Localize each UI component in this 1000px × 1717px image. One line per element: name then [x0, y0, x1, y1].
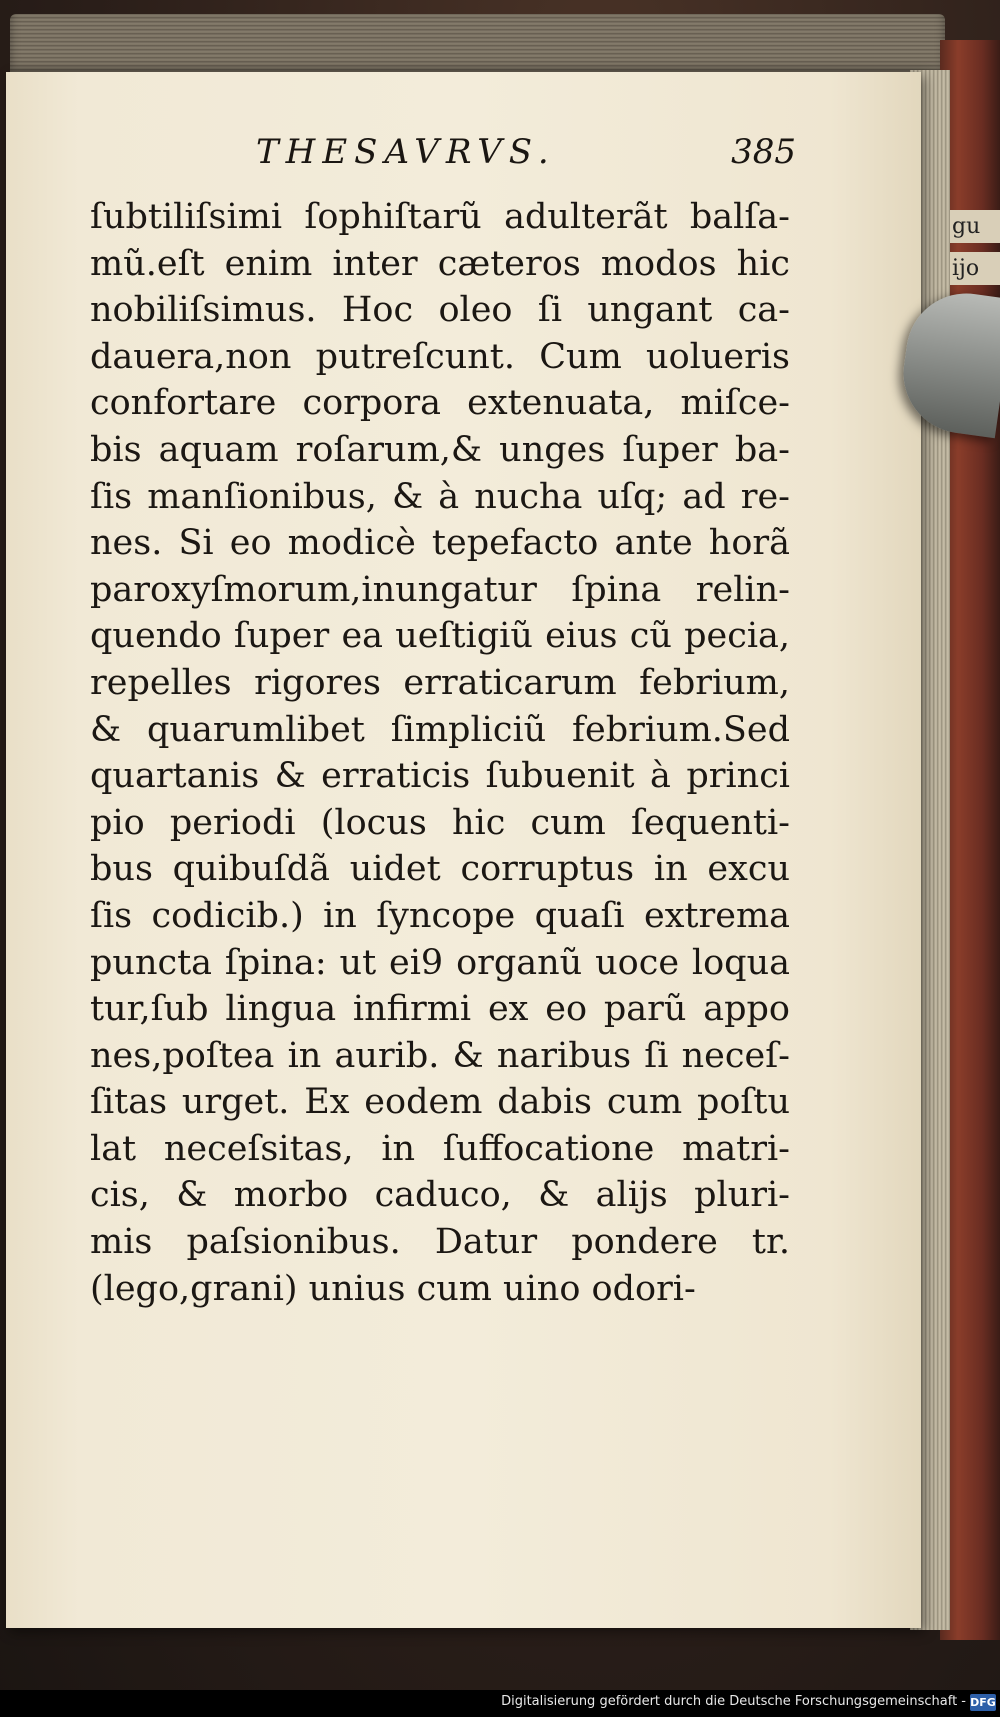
- text-line: pio periodi (locus hic cum ſequenti-: [90, 802, 790, 843]
- text-line: quartanis & erraticis ſubuenit à princi: [90, 756, 790, 797]
- footer-bar: [0, 1690, 1000, 1717]
- text-block: [90, 194, 790, 1312]
- text-line: mũ.eſt enim inter cæteros modos hic: [90, 243, 790, 284]
- text-line: ſis manſionibus, & à nucha uſq; ad re-: [90, 476, 790, 517]
- text-line: nes. Si eo modicè tepefacto ante horã: [90, 523, 790, 564]
- text-line: mis paſsionibus. Datur pondere tr.: [90, 1222, 790, 1263]
- text-line: quendo ſuper ea ueſtigiũ eius cũ pecia,: [90, 616, 790, 657]
- text-line: ſubtiliſsimi ſophiſtarũ adulterãt balſa-: [90, 197, 790, 237]
- dfg-logo-icon: DFG: [970, 1696, 996, 1709]
- text-line: ſis codicib.) in ſyncope quaſi extrema: [90, 895, 790, 936]
- text-line: repelles rigores erraticarum febrium,: [90, 662, 790, 703]
- text-line: bis aquam roſarum,& unges ſuper ba-: [90, 429, 790, 470]
- text-line: paroxyſmorum,inungatur ſpina relin-: [90, 569, 790, 610]
- text-line: confortare corpora extenuata, miſce-: [90, 383, 790, 424]
- text-line: tur,ſub lingua infirmi ex eo parũ appo: [90, 989, 790, 1030]
- binding-fragment: ijo: [950, 252, 1000, 285]
- book-page: [6, 72, 921, 1628]
- page-edges-top: [10, 14, 945, 76]
- page-number: 385: [731, 132, 796, 172]
- text-line: nes,poſtea in aurib. & naribus ſi neceſ-: [90, 1035, 790, 1076]
- running-head: THESAVRVS.: [256, 132, 556, 172]
- text-line: nobiliſsimus. Hoc oleo ſi ungant ca-: [90, 290, 790, 331]
- text-line: bus quibuſdã uidet corruptus in excu: [90, 849, 790, 890]
- text-line: lat neceſsitas, in ſuffocatione matri-: [90, 1128, 790, 1169]
- funding-credit: Digitalisierung gefördert durch die Deutsche Forschungsgemeinschaft -: [501, 1694, 966, 1709]
- text-line: ſitas urget. Ex eodem dabis cum poſtu: [90, 1082, 790, 1123]
- text-line: dauera,non putreſcunt. Cum uolueris: [90, 336, 790, 377]
- text-line: puncta ſpina: ut ei9 organũ uoce loqua: [90, 942, 790, 983]
- text-line: cis, & morbo caduco, & alijs pluri-: [90, 1175, 790, 1216]
- text-line: & quarumlibet ſimpliciũ febrium.Sed: [90, 709, 790, 750]
- page-header: [256, 132, 796, 182]
- text-line: (lego,grani) unius cum uino odori-: [90, 1268, 696, 1309]
- binding-fragment: gu: [950, 210, 1000, 243]
